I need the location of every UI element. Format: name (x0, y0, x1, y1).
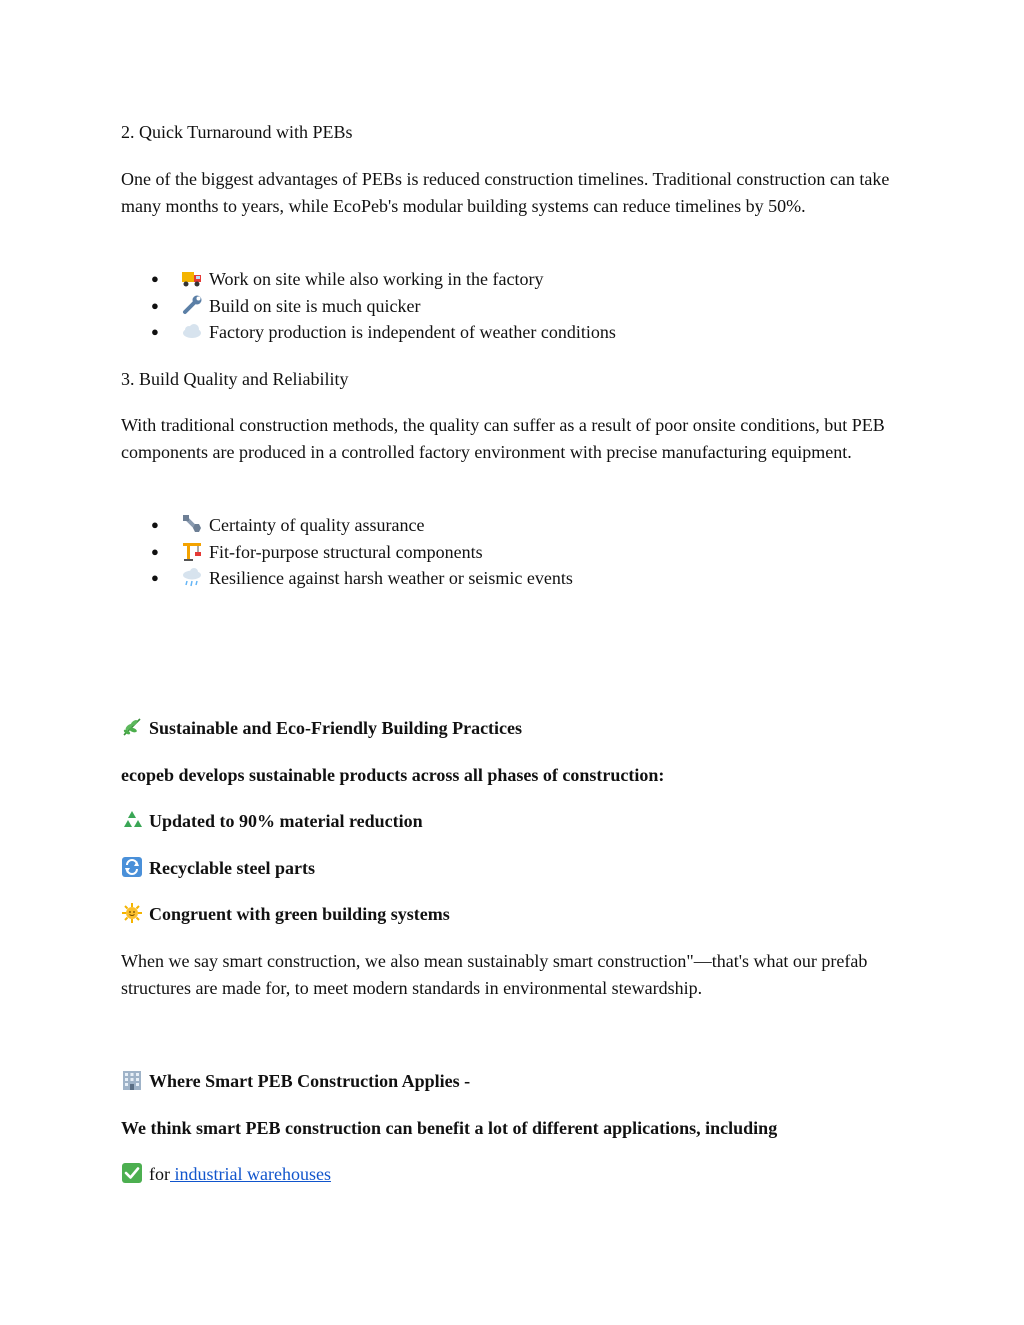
nut-and-bolt-icon (181, 513, 203, 535)
industrial-warehouses-link[interactable]: industrial warehouses (170, 1164, 331, 1184)
sun-icon (121, 902, 143, 924)
applications-item (121, 1161, 911, 1188)
section-2-bullet-list (121, 266, 911, 346)
arrows-cycle-icon (121, 856, 143, 878)
list-item (121, 565, 911, 592)
office-building-icon (121, 1069, 143, 1091)
list-item (121, 539, 911, 566)
list-item (121, 266, 911, 293)
check-mark-icon (121, 1162, 143, 1184)
applications-item-prefix: for (149, 1164, 170, 1184)
sustainable-point-text: Congruent with green building systems (149, 904, 450, 924)
sustainable-closing: When we say smart construction, we also mean sustainably smart construction"—that's what our prefab structures are made for, to meet modern standards in environmental stewardship. (121, 951, 868, 998)
sustainable-heading-text: Sustainable and Eco-Friendly Building Practices (149, 718, 523, 738)
bullet-dot: ● (151, 324, 159, 340)
truck-icon (181, 267, 203, 289)
bullet-dot: ● (151, 271, 159, 286)
list-item (121, 319, 911, 346)
list-item (121, 293, 911, 320)
rain-cloud-icon (181, 566, 203, 588)
bullet-text: Certainty of quality assurance (209, 515, 425, 535)
recycle-icon (121, 809, 143, 831)
applications-heading-text: Where Smart PEB Construction Applies - (149, 1071, 471, 1091)
bullet-text: Resilience against harsh weather or seismic events (209, 568, 573, 589)
section-2-body: One of the biggest advantages of PEBs is reduced construction timelines. Traditional construction can take many months to years, while EcoPeb's modular building systems can reduce timelines by 50%. (121, 169, 890, 216)
bullet-text: Build on site is much quicker (209, 295, 421, 316)
sustainable-point (121, 808, 911, 835)
crane-icon (181, 540, 203, 562)
sustainable-intro: ecopeb develops sustainable products across all phases of construction: (121, 765, 665, 785)
bullet-dot: ● (151, 297, 159, 313)
list-item (121, 512, 911, 539)
bullet-dot: ● (151, 570, 159, 586)
herb-icon (121, 716, 143, 738)
section-3-heading: 3. Build Quality and Reliability (121, 369, 349, 389)
sustainable-point-text: Recyclable steel parts (149, 858, 315, 878)
applications-heading (121, 1068, 911, 1095)
bullet-dot: ● (151, 543, 159, 559)
sustainable-heading (121, 715, 911, 742)
sustainable-point (121, 901, 911, 928)
section-3-bullet-list (121, 512, 911, 592)
bullet-text: Factory production is independent of weather conditions (209, 322, 616, 343)
sustainable-point (121, 855, 911, 882)
cloud-icon (181, 320, 203, 342)
sustainable-point-text: Updated to 90% material reduction (149, 811, 423, 831)
wrench-icon (181, 294, 203, 316)
applications-intro: We think smart PEB construction can benefit a lot of different applications, including (121, 1118, 778, 1138)
bullet-dot: ● (151, 517, 159, 532)
bullet-text: Fit-for-purpose structural components (209, 541, 483, 562)
bullet-text: Work on site while also working in the factory (209, 269, 544, 289)
section-3-body: With traditional construction methods, the quality can suffer as a result of poor onsite conditions, but PEB components are produced in a controlled factory environment with precise manufacturing equipment. (121, 415, 885, 462)
section-2-heading: 2. Quick Turnaround with PEBs (121, 122, 353, 142)
